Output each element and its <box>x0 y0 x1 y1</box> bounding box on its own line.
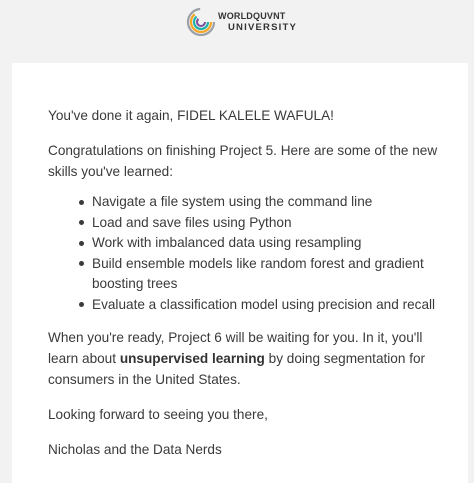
skill-item: Evaluate a classification model using precision and recall <box>92 295 448 316</box>
logo-wordmark <box>218 12 297 33</box>
project6-text <box>48 327 448 390</box>
signoff-text: Nicholas and the Data Nerds <box>48 442 222 457</box>
greeting-text: You've done it again, FIDEL KALELE WAFULA! <box>48 108 334 123</box>
skills-list <box>48 192 448 315</box>
email-body-card <box>12 63 468 483</box>
project6-text-start: When you're ready, Project 6 will be waiting for you. In it, you'll learn about <box>48 330 423 366</box>
email-content <box>48 105 448 460</box>
skill-item: Build ensemble models like random forest and gradient boosting trees <box>92 254 448 295</box>
skill-item: Load and save files using Python <box>92 213 448 234</box>
project6-topic: unsupervised learning <box>119 351 265 366</box>
closing-text: Looking forward to seeing you there, <box>48 407 268 422</box>
logo-rings-icon <box>186 7 216 37</box>
skill-item: Work with imbalanced data using resampling <box>92 233 448 254</box>
project6-text-end: by doing segmentation for consumers in the United States. <box>48 351 426 387</box>
university-logo[interactable] <box>186 4 298 40</box>
email-header <box>0 0 474 62</box>
skill-item: Navigate a file system using the command line <box>92 192 448 213</box>
logo-line-1: WORLDQUVNT <box>218 10 286 21</box>
congrats-text: Congratulations on finishing Project 5. Here are some of the new skills you've learned: <box>48 143 438 179</box>
logo-line-2: UNIVERSITY <box>228 21 298 33</box>
